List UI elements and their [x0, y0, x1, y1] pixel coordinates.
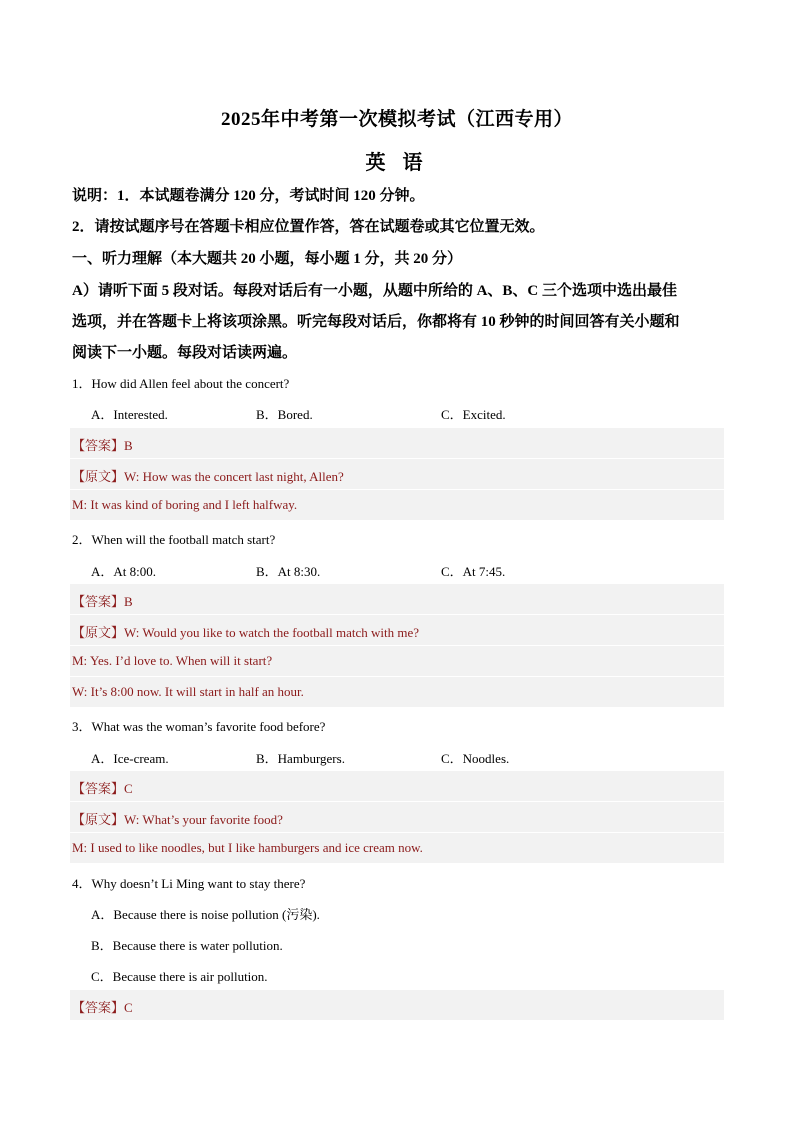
- question-3-answer: C: [124, 781, 133, 796]
- question-1-answer: B: [124, 438, 133, 453]
- question-2-transcript-row-3: [70, 677, 724, 707]
- question-1-stem: 1．How did Allen feel about the concert?: [72, 376, 290, 391]
- question-4-stem: 4．Why doesn’t Li Ming want to stay there?: [72, 876, 306, 891]
- section-heading-listening: 一、听力理解（本大题共 20 小题，每小题 1 分，共 20 分）: [72, 251, 463, 267]
- question-3-option-c: C．Noodles.: [441, 751, 510, 766]
- question-2-transcript-row-2: [70, 646, 724, 676]
- question-3-option-a: A．Ice-cream.: [91, 751, 169, 766]
- question-2-answer-row: [70, 584, 724, 614]
- question-2-stem: 2．When will the football match start?: [72, 532, 276, 547]
- part-a-instruction-2: 选项，并在答题卡上将该项涂黑。听完每段对话后，你都将有 10 秒钟的时间回答有关小题和: [72, 314, 680, 330]
- question-2-transcript-row-1: [70, 615, 724, 645]
- question-1-transcript-2: M: It was kind of boring and I left halfway.: [72, 497, 298, 512]
- exam-subject: 英 语: [365, 152, 429, 174]
- question-2-transcript-2: M: Yes. I’d love to. When will it start?: [72, 653, 273, 668]
- question-3-transcript-2: M: I used to like noodles, but I like hamburgers and ice cream now.: [72, 840, 423, 855]
- question-2-transcript-1: W: Would you like to watch the football match with me?: [124, 625, 420, 640]
- question-4-answer: C: [124, 1000, 133, 1015]
- question-3-transcript-row-2: [70, 833, 724, 863]
- question-1-option-a: A．Interested.: [91, 407, 168, 422]
- part-a-instruction-3: 阅读下一小题。每段对话读两遍。: [72, 345, 298, 361]
- question-1-transcript-1: W: How was the concert last night, Allen?: [124, 469, 344, 484]
- answer-label: 【答案】: [72, 1000, 125, 1015]
- question-3-answer-row: [70, 771, 724, 801]
- question-3-stem: 3．What was the woman’s favorite food before?: [72, 719, 326, 734]
- instruction-line-1: 说明：1．本试题卷满分 120 分，考试时间 120 分钟。: [72, 188, 425, 204]
- original-label: 【原文】: [72, 812, 125, 827]
- question-4-option-c: C．Because there is air pollution.: [91, 969, 268, 984]
- original-label: 【原文】: [72, 625, 125, 640]
- question-1-answer-row: [70, 428, 724, 458]
- question-1-transcript-row-1: [70, 459, 724, 489]
- question-4-answer-row: [70, 990, 724, 1020]
- part-a-instruction-1: A）请听下面 5 段对话。每段对话后有一小题，从题中所给的 A、B、C 三个选项中选出最佳: [72, 283, 678, 299]
- question-4-option-b: B．Because there is water pollution.: [91, 938, 283, 953]
- question-3-transcript-1: W: What’s your favorite food?: [124, 812, 283, 827]
- original-label: 【原文】: [72, 469, 125, 484]
- question-2-option-b: B．At 8:30.: [256, 564, 321, 579]
- question-1-transcript-row-2: [70, 490, 724, 520]
- question-2-option-c: C．At 7:45.: [441, 564, 506, 579]
- question-4-option-a: A．Because there is noise pollution (污染).: [91, 907, 320, 922]
- question-3-option-b: B．Hamburgers.: [256, 751, 345, 766]
- question-3-transcript-row-1: [70, 802, 724, 832]
- exam-title: 2025年中考第一次模拟考试（江西专用）: [220, 109, 573, 130]
- question-2-answer: B: [124, 594, 133, 609]
- question-2-transcript-3: W: It’s 8:00 now. It will start in half an hour.: [72, 684, 304, 699]
- answer-label: 【答案】: [72, 781, 125, 796]
- question-2-option-a: A．At 8:00.: [91, 564, 157, 579]
- instruction-line-2: 2．请按试题序号在答题卡相应位置作答，答在试题卷或其它位置无效。: [72, 219, 545, 235]
- question-1-option-b: B．Bored.: [256, 407, 313, 422]
- answer-label: 【答案】: [72, 594, 125, 609]
- answer-label: 【答案】: [72, 438, 125, 453]
- question-1-option-c: C．Excited.: [441, 407, 506, 422]
